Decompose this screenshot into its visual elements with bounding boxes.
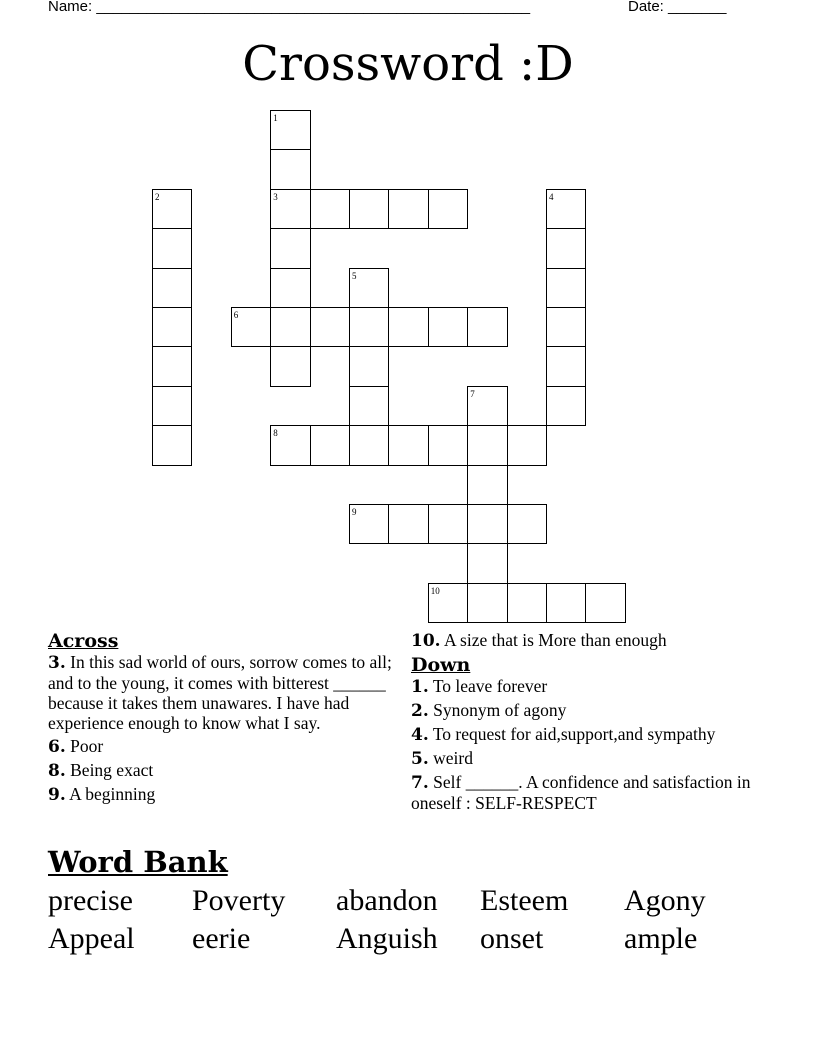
word-bank-item: Anguish <box>336 922 438 955</box>
clue-text: Being exact <box>70 760 154 780</box>
cell-number: 9 <box>352 507 357 517</box>
crossword-cell[interactable] <box>388 504 428 544</box>
cell-number: 8 <box>273 428 278 439</box>
word-bank-item: eerie <box>192 922 251 955</box>
clue-text: To request for aid,support,and sympathy <box>432 724 716 744</box>
crossword-cell[interactable] <box>270 268 310 308</box>
crossword-cell[interactable] <box>270 307 310 347</box>
word-bank-item: abandon <box>336 884 438 917</box>
clue-number: 10. <box>411 631 441 651</box>
across-clue-8 <box>48 760 398 781</box>
clue-text: In this sad world of ours, sorrow comes to all; and to the young, it comes with bitterest ______ because it takes them unawares. I have had experience enough to know what I say. <box>48 652 392 733</box>
clue-text: Poor <box>70 736 104 756</box>
crossword-cell[interactable] <box>388 425 428 465</box>
word-bank <box>48 882 768 958</box>
down-clue-5 <box>411 748 781 769</box>
crossword-cell[interactable] <box>467 307 507 347</box>
across-heading: Across <box>48 630 119 652</box>
crossword-cell[interactable] <box>467 465 507 505</box>
crossword-cell[interactable] <box>270 346 310 386</box>
clue-text: A beginning <box>69 784 156 804</box>
crossword-cell[interactable] <box>270 189 310 229</box>
clue-number: 2. <box>411 701 429 721</box>
across-clue-10 <box>411 630 781 651</box>
clues-column-right <box>411 630 781 816</box>
clue-text: To leave forever <box>432 676 548 696</box>
crossword-cell[interactable] <box>507 504 547 544</box>
crossword-cell[interactable] <box>231 307 271 347</box>
name-field-label[interactable]: Name: ____________________________________________________ <box>48 0 531 15</box>
across-clue-9 <box>48 784 398 805</box>
page-title: Crossword :D <box>242 36 574 92</box>
crossword-cell[interactable] <box>546 268 586 308</box>
crossword-cell[interactable] <box>152 346 192 386</box>
down-clue-2 <box>411 700 781 721</box>
cell-number: 10 <box>430 585 440 596</box>
clue-number: 4. <box>411 725 429 745</box>
crossword-cell[interactable] <box>546 386 586 426</box>
crossword-cell[interactable] <box>270 425 310 465</box>
crossword-cell[interactable] <box>507 425 547 465</box>
cell-number: 1 <box>273 113 278 123</box>
cell-number: 2 <box>155 191 160 202</box>
clues-column-left <box>48 630 398 808</box>
cell-number: 7 <box>470 388 475 399</box>
word-bank-item: Esteem <box>480 884 569 917</box>
word-bank-item: Poverty <box>192 884 286 917</box>
word-bank-item: ample <box>624 922 698 955</box>
across-clue-6 <box>48 736 398 757</box>
crossword-cell[interactable] <box>349 504 389 544</box>
crossword-cell[interactable] <box>152 386 192 426</box>
crossword-cell[interactable] <box>546 583 586 623</box>
crossword-cell[interactable] <box>467 583 507 623</box>
down-clue-7 <box>411 772 781 813</box>
crossword-cell[interactable] <box>467 543 507 583</box>
across-clue-3 <box>48 652 398 733</box>
clue-text: Self ______. A confidence and satisfaction in oneself : SELF-RESPECT <box>411 772 751 813</box>
clue-number: 6. <box>48 737 66 757</box>
crossword-cell[interactable] <box>467 504 507 544</box>
crossword-cell[interactable] <box>152 189 192 229</box>
down-clue-1 <box>411 676 781 697</box>
cell-number: 5 <box>352 270 357 281</box>
crossword-cell[interactable] <box>428 307 468 347</box>
clue-text: weird <box>433 748 473 768</box>
word-bank-item: Agony <box>624 884 706 917</box>
crossword-cell[interactable] <box>467 425 507 465</box>
clue-number: 1. <box>411 677 429 697</box>
crossword-cell[interactable] <box>428 425 468 465</box>
crossword-cell[interactable] <box>349 425 389 465</box>
crossword-cell[interactable] <box>349 268 389 308</box>
cell-number: 4 <box>549 191 554 202</box>
crossword-cell[interactable] <box>152 268 192 308</box>
down-heading: Down <box>411 654 471 676</box>
crossword-cell[interactable] <box>428 189 468 229</box>
word-bank-title: Word Bank <box>48 845 228 879</box>
crossword-cell[interactable] <box>507 583 547 623</box>
clue-text: A size that is More than enough <box>444 630 667 650</box>
crossword-cell[interactable] <box>349 346 389 386</box>
crossword-cell[interactable] <box>349 307 389 347</box>
word-bank-item: precise <box>48 884 133 917</box>
crossword-cell[interactable] <box>349 189 389 229</box>
clue-number: 9. <box>48 785 66 805</box>
crossword-cell[interactable] <box>546 346 586 386</box>
crossword-cell[interactable] <box>546 228 586 268</box>
cell-number: 3 <box>273 191 278 202</box>
crossword-cell[interactable] <box>270 228 310 268</box>
crossword-cell[interactable] <box>585 583 625 623</box>
crossword-cell[interactable] <box>310 425 350 465</box>
crossword-cell[interactable] <box>349 386 389 426</box>
crossword-cell[interactable] <box>388 189 428 229</box>
crossword-cell[interactable] <box>428 504 468 544</box>
clue-number: 3. <box>48 653 66 673</box>
crossword-cell[interactable] <box>546 307 586 347</box>
crossword-cell[interactable] <box>310 189 350 229</box>
date-field-label[interactable]: Date: _______ <box>628 0 727 15</box>
crossword-cell[interactable] <box>546 189 586 229</box>
cell-number: 6 <box>233 310 239 320</box>
crossword-cell[interactable] <box>428 583 468 623</box>
clue-number: 8. <box>48 761 66 781</box>
crossword-cell[interactable] <box>467 386 507 426</box>
crossword-cell[interactable] <box>152 425 192 465</box>
clue-number: 7. <box>411 773 429 793</box>
clue-number: 5. <box>411 749 429 769</box>
crossword-cell[interactable] <box>152 307 192 347</box>
down-clue-4 <box>411 724 781 745</box>
clue-text: Synonym of agony <box>433 700 567 720</box>
crossword-cell[interactable] <box>310 307 350 347</box>
word-bank-item: onset <box>480 922 544 955</box>
crossword-cell[interactable] <box>388 307 428 347</box>
crossword-cell[interactable] <box>270 110 310 150</box>
word-bank-item: Appeal <box>48 922 135 955</box>
crossword-cell[interactable] <box>270 149 310 189</box>
crossword-cell[interactable] <box>152 228 192 268</box>
